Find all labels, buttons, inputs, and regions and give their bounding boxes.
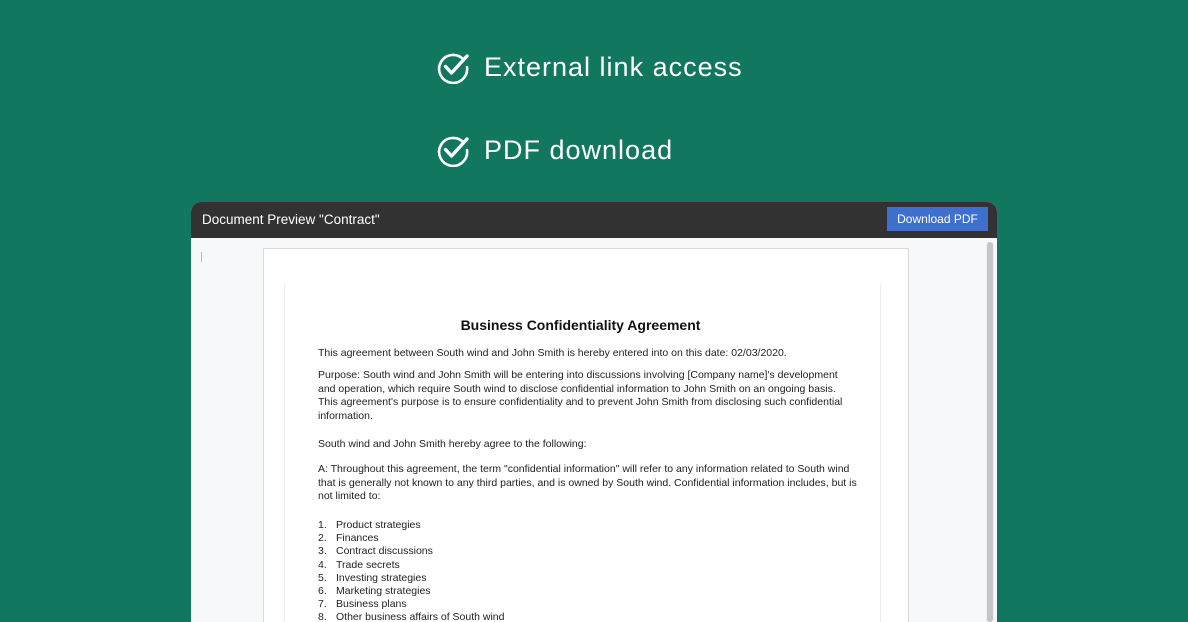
confidential-info-list (318, 519, 504, 622)
feature-external-link-access (436, 50, 743, 84)
list-item (318, 598, 504, 611)
window-titlebar (191, 202, 997, 238)
list-number: 7. (318, 598, 327, 611)
list-item (318, 519, 504, 532)
list-text: Investing strategies (336, 571, 427, 584)
list-item (318, 572, 504, 585)
document-paragraph: Purpose: South wind and John Smith will be entering into discussions involving [Company name]'s development and operation, which require South wind to disclose confidential information to John Smith on an ongoing basis. This agreement's purpose is to ensure confidentiality and to prevent John Smith from disclosing such confidential information. (318, 369, 843, 423)
document-paragraph: A: Throughout this agreement, the term "confidential information" will refer to any information related to South wind that is generally not known to any third parties, and is owned by South wind. Confidential information includes, but is not limited to: (318, 463, 857, 503)
list-item (318, 559, 504, 572)
list-item (318, 545, 504, 558)
list-number: 6. (318, 585, 327, 598)
document-title: Business Confidentiality Agreement (460, 317, 701, 333)
list-number: 1. (318, 519, 327, 531)
list-text: Contract discussions (336, 545, 433, 558)
check-circle-icon (436, 133, 470, 167)
document-paragraph: This agreement between South wind and John Smith is hereby entered into on this date: 02/03/2020. (318, 347, 787, 359)
list-text: Other business affairs of South wind (336, 611, 505, 622)
list-text: Finances (336, 532, 379, 545)
list-number: 5. (318, 571, 327, 584)
list-number: 2. (318, 532, 327, 545)
document-page (263, 248, 909, 622)
feature-label: PDF download (484, 134, 674, 165)
list-text: Business plans (336, 598, 407, 611)
list-text: Trade secrets (336, 558, 400, 571)
check-circle-icon (436, 50, 470, 84)
list-number: 8. (318, 611, 327, 622)
list-number: 4. (318, 558, 327, 571)
text-cursor (201, 252, 202, 262)
feature-pdf-download (436, 133, 673, 167)
list-item (318, 585, 504, 598)
scrollbar-thumb[interactable] (987, 242, 993, 622)
document-viewer[interactable] (191, 238, 997, 622)
window-title: Document Preview "Contract" (202, 212, 380, 227)
list-item (318, 611, 504, 622)
list-item (318, 532, 504, 545)
list-number: 3. (318, 545, 327, 558)
feature-label: External link access (484, 51, 743, 82)
document-preview-window (191, 202, 997, 622)
list-text: Marketing strategies (336, 585, 431, 598)
list-text: Product strategies (336, 519, 421, 531)
download-pdf-button[interactable]: Download PDF (887, 207, 988, 231)
document-paragraph: South wind and John Smith hereby agree to the following: (318, 438, 587, 450)
